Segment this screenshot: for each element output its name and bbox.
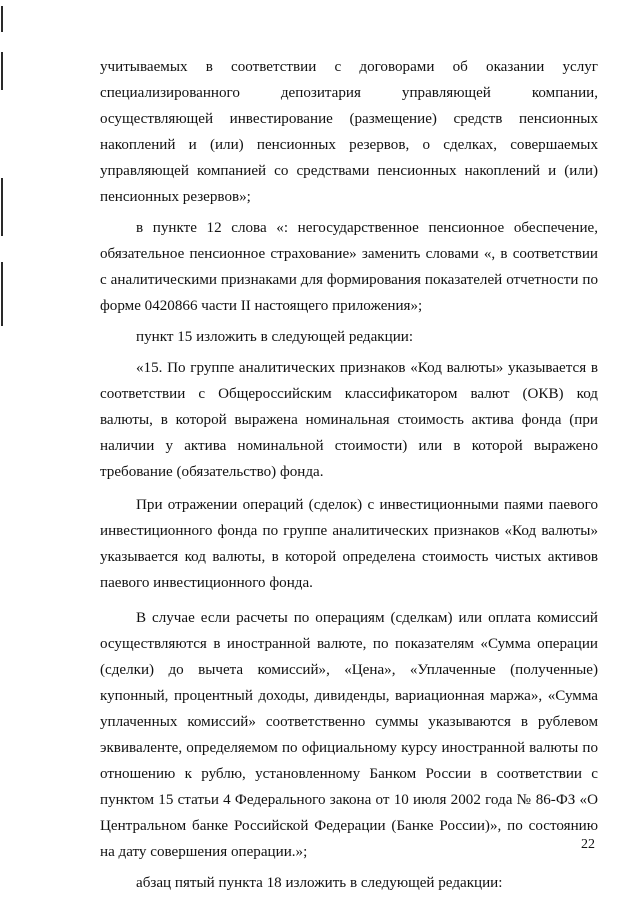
scan-edge-mark [1, 262, 3, 326]
paragraph-clause-12: в пункте 12 слова «: негосударственное пенсионное обеспечение, обязательное пенсионное страхование» заменить словами «, в соответствии с аналитическими признаками для формирования показателей отчетности по форме 0420866 части II настоящего приложения»; [100, 220, 598, 314]
page-number: 22 [581, 837, 595, 852]
paragraph-continuation: учитываемых в соответствии с договорами об оказании услуг специализированного депозитария управляющей компании, осуществляющей инвестирование (размещение) средств пенсионных накоплений и (или) пенсионных резервов, о сделках, совершаемых управляющей компанией со средствами пенсионных накоплений и (или) пенсионных резервов»; [100, 59, 598, 205]
paragraph-clause-15: «15. По группе аналитических признаков «Код валюты» указывается в соответствии с Общероссийским классификатором валют (ОКВ) код валюты, в которой выражена номинальная стоимость актива фонда (при наличии у актива номинальной стоимости) или в которой выражено требование (обязательство) фонда. [100, 360, 598, 480]
paragraph-investment-units: При отражении операций (сделок) с инвестиционными паями паевого инвестиционного фонда по группе аналитических признаков «Код валюты» указывается код валюты, в которой определена стоимость чистых активов паевого инвестиционного фонда. [100, 497, 598, 591]
paragraph-foreign-currency: В случае если расчеты по операциям (сделкам) или оплата комиссий осуществляются в иностранной валюте, по показателям «Сумма операции (сделки) до вычета комиссий», «Цена», «Уплаченные (полученные) купонный, процентный доходы, дивиденды, вариационная маржа», «Сумма уплаченных комиссий» соответственно суммы указываются в рублевом эквиваленте, определяемом по официальному курсу иностранной валюты по отношению к рублю, установленному Банком России в соответствии с пунктом 15 статьи 4 Федерального закона от 10 июля 2002 года № 86-ФЗ «О Центральном банке Российской Федерации (Банке России)», по состоянию на дату совершения операции.»; [100, 610, 598, 860]
scan-edge-mark [1, 52, 3, 90]
paragraph-clause-15-intro: пункт 15 изложить в следующей редакции: [136, 329, 414, 345]
scan-edge-mark [1, 6, 3, 32]
paragraph-clause-18: абзац пятый пункта 18 изложить в следующей редакции: [136, 875, 503, 891]
scan-edge-mark [1, 178, 3, 236]
document-body [100, 54, 598, 896]
